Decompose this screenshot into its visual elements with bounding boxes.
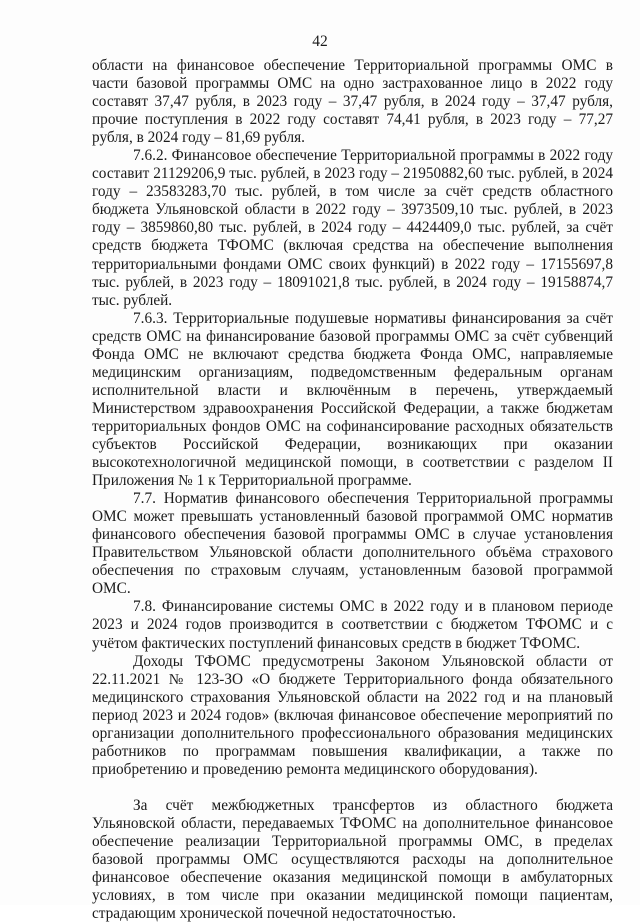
paragraph-7-6-3: 7.6.3. Территориальные подушевые нормативы финансирования за счёт средств ОМС на финансирование базовой программы ОМС за счёт субвенций Фонда ОМС не включают средства бюджета Фонда ОМС, направляемые медицинским организациям, подведомственным федеральным органам исполнительной власти и включённым в перечень, утверждаемый Министерством здравоохранения Российской Федерации, а также бюджетам территориальных фондов ОМС на софинансирование расходных обязательств субъектов Российской Федерации, возникающих при оказании высокотехнологичной медицинской помощи, в соответствии с разделом II Приложения № 1 к Территориальной программе.	[92, 309, 613, 490]
paragraph-interbudget-transfers: За счёт межбюджетных трансфертов из областного бюджета Ульяновской области, передаваемых ТФОМС на дополнительное финансовое обеспечение реализации Территориальной программы ОМС, в пределах базовой программы ОМС осуществляются расходы на дополнительное финансовое обеспечение оказания медицинской помощи в амбулаторных условиях, в том числе при оказании медицинской помощи пациентам, страдающим хронической почечной недостаточностью.	[92, 796, 613, 923]
paragraph-7-6-2: 7.6.2. Финансовое обеспечение Территориальной программы в 2022 году составит 21129206,9 тыс. рублей, в 2023 году – 21950882,60 тыс. рублей, в 2024 году – 23583283,70 тыс. рублей, в том числе за счёт средств областного бюджета Ульяновской области в 2022 году – 3973509,10 тыс. рублей, в 2023 году – 3859860,80 тыс. рублей, в 2024 году – 4424409,0 тыс. рублей, за счёт средств бюджета ТФОМС (включая средства на обеспечение выполнения территориальными фондами ОМС своих функций) в 2022 году – 17155697,8 тыс. рублей, в 2023 году – 18091021,8 тыс. рублей, в 2024 году – 19158874,7 тыс. рублей.	[92, 147, 613, 309]
document-body	[92, 57, 613, 923]
paragraph-7-7: 7.7. Норматив финансового обеспечения Территориальной программы ОМС может превышать установленный базовой программой ОМС норматив финансового обеспечения базовой программы ОМС в случае установления Правительством Ульяновской области дополнительного объёма страхового обеспечения по страховым случаям, установленным базовой программой ОМС.	[92, 490, 613, 598]
paragraph-7-8: 7.8. Финансирование системы ОМС в 2022 году и в плановом периоде 2023 и 2024 годов производится в соответствии с бюджетом ТФОМС и с учётом фактических поступлений финансовых средств в бюджет ТФОМС.	[92, 598, 613, 652]
page-number: 42	[312, 33, 328, 50]
paragraph-1-continuation: области на финансовое обеспечение Территориальной программы ОМС в части базовой программы ОМС на одно застрахованное лицо в 2022 году составят 37,47 рубля, в 2023 году – 37,47 рубля, в 2024 году – 37,47 рубля, прочие поступления в 2022 году составят 74,41 рубля, в 2023 году – 77,27 рубля, в 2024 году – 81,69 рубля.	[92, 57, 613, 147]
paragraph-tfoms-income: Доходы ТФОМС предусмотрены Законом Ульяновской области от 22.11.2021 № 123-ЗО «О бюджете Территориального фонда обязательного медицинского страхования Ульяновской области на 2022 год и на плановый период 2023 и 2024 годов» (включая финансовое обеспечение мероприятий по организации дополнительного профессионального образования медицинских работников по программам повышения квалификации, а также по приобретению и проведению ремонта медицинского оборудования).	[92, 652, 613, 778]
